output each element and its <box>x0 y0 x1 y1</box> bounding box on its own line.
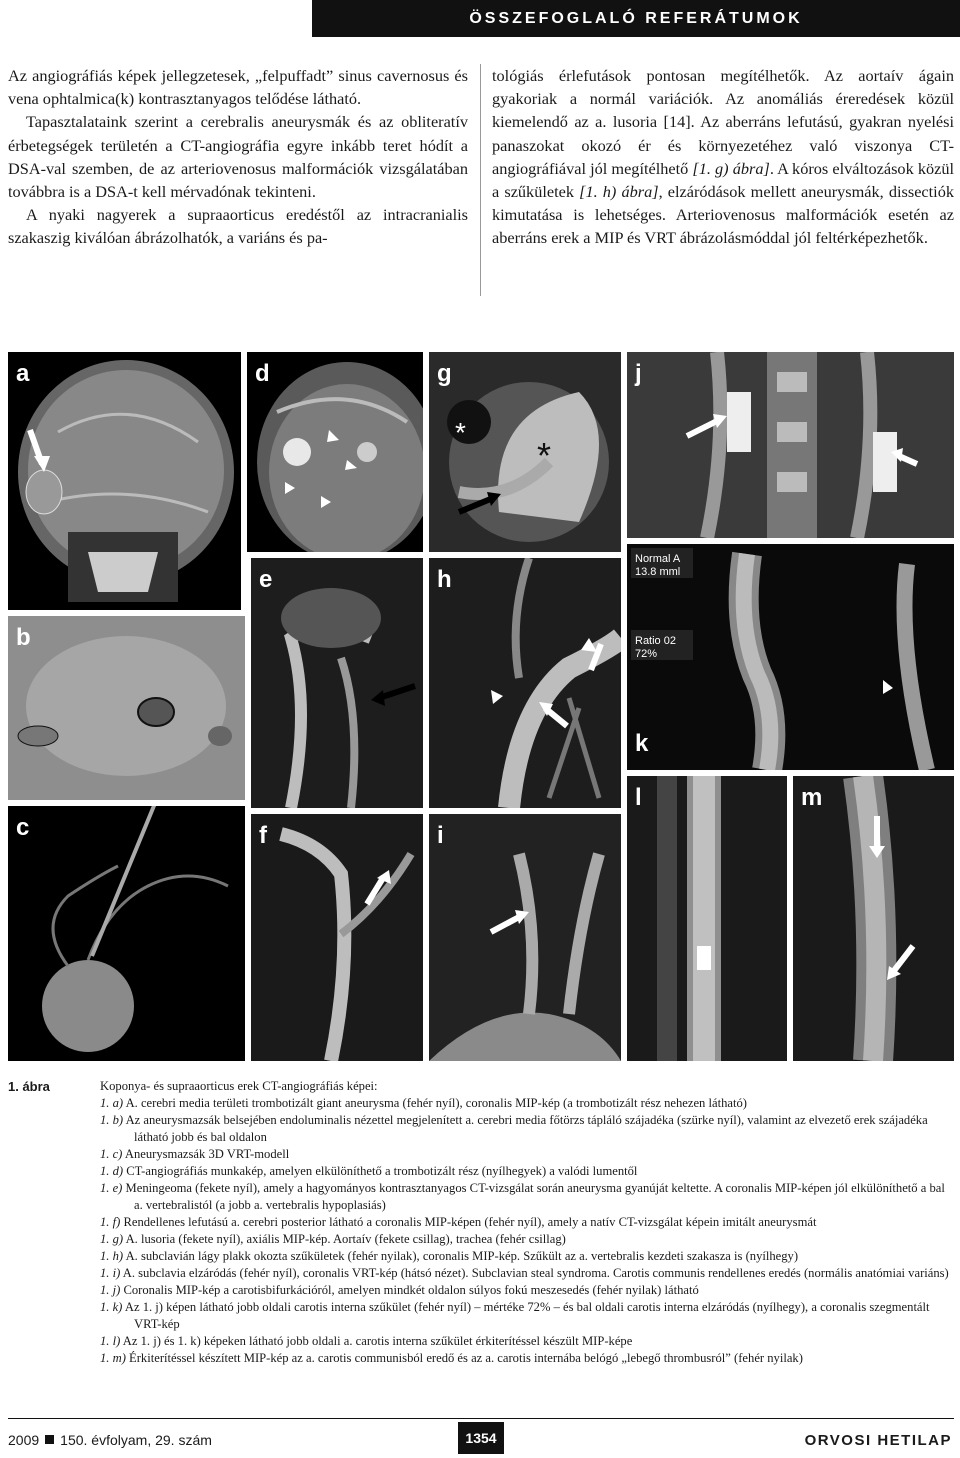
caption-text: Coronalis MIP-kép a carotisbifurkációról, amelyen mindkét oldalon súlyos fokú meszesedés (fehér nyilak) látható <box>123 1283 699 1297</box>
footer-rule <box>8 1418 954 1419</box>
ct-image-g <box>429 352 621 552</box>
caption-item <box>100 1095 956 1112</box>
panel-label: e <box>259 566 273 593</box>
paragraph: Az angiográfiás képek jellegzetesek, „felpuffadt” sinus cavernosus és vena ophtalmica(k) kontrasztanyagos telődése látható. <box>8 66 468 109</box>
caption-item <box>100 1112 956 1146</box>
ct-image-a <box>8 352 241 610</box>
panel-label: d <box>255 360 270 387</box>
figure-1 <box>8 352 954 1061</box>
svg-text:*: * <box>455 417 466 448</box>
panel-j <box>627 352 954 538</box>
caption-text: Rendellenes lefutású a. cerebri posterior látható a coronalis MIP-képen (fehér nyíl), amely a natív CT-vizsgálat képein imitált aneurysmát <box>123 1215 817 1229</box>
caption-item <box>100 1265 956 1282</box>
ct-image-d <box>247 352 423 552</box>
panel-b <box>8 616 245 800</box>
caption-ref: 1. h) <box>100 1249 124 1263</box>
panel-label: j <box>635 360 642 387</box>
panel-m <box>793 776 954 1061</box>
ct-image-j <box>627 352 954 538</box>
caption-item <box>100 1299 956 1333</box>
caption-text: Az aneurysmazsák belsejében endoluminalis nézettel megjelenített a. cerebri media főtörzs tápláló szájadéka (szürke nyíl), valamint az elvezető erek szájadéka látható jobb és bal oldalon <box>125 1113 928 1144</box>
footer-volume: 150. évfolyam, 29. szám <box>60 1432 212 1448</box>
caption-text: A. subclavia elzáródás (fehér nyíl), coronalis VRT-kép (hátsó nézet). Subclavian steal syndroma. Carotis communis rendellenes eredés (normális anatómiai variáns) <box>122 1266 949 1280</box>
page-number: 1354 <box>458 1422 504 1454</box>
panel-e <box>251 558 423 808</box>
text-run: tológiás érlefutások pontosan megítélhetők. Az aortaív ágain gyakoriak a normál variációk. Az anomáliás éreredések közül kiemelendő az a. lusoria [14]. Az aberráns lefutású, gyakran nyelési panaszokat okozó ér és környezetéhez való viszonya CT-angiográfiával jól megítélhető <box>492 66 954 178</box>
text-run: , elzáródások mellett aneurysmák, dissectiók kimutatása is lehetséges. Arteriovenosus malformációk esetén az aberráns erek a MIP és VRT ábrázolásmóddal jól feltérképezhetők. <box>492 182 954 248</box>
caption-ref: 1. m) <box>100 1351 126 1365</box>
panel-label: h <box>437 566 452 593</box>
caption-ref: 1. l) <box>100 1334 121 1348</box>
paragraph <box>492 64 954 250</box>
caption-ref: 1. d) <box>100 1164 124 1178</box>
ct-image-f <box>251 814 423 1061</box>
caption-item <box>100 1231 956 1248</box>
caption-item <box>100 1333 956 1350</box>
caption-text: Az 1. j) képen látható jobb oldali carotis interna szűkület (fehér nyíl) – mértéke 72% – és bal oldali carotis interna elzáródás (nyílhegy), a coronalis szegmentált VRT-kép <box>124 1300 930 1331</box>
panel-g <box>429 352 621 552</box>
footer-year: 2009 <box>8 1432 40 1448</box>
text-run: . A kóros elváltozások közül a szűkületek <box>492 158 954 202</box>
overlay-normal-value: 13.8 mml <box>635 566 681 578</box>
section-header: ÖSSZEFOGLALÓ REFERÁTUMOK <box>312 0 960 37</box>
panel-label: l <box>635 784 642 811</box>
overlay-ratio-label: Ratio 02 <box>635 635 676 647</box>
panel-i <box>429 814 621 1061</box>
svg-text:*: * <box>537 435 552 476</box>
caption-text: A. lusoria (fekete nyíl), axiális MIP-kép. Aortaív (fekete csillag), trachea (fehér csillag) <box>125 1232 566 1246</box>
panel-d <box>247 352 423 552</box>
caption-text: A. subclavián lágy plakk okozta szűkületek (fehér nyilak), coronalis MIP-kép. Szűkült az a. vertebralis kezdeti szakasza is (nyílhegy) <box>125 1249 799 1263</box>
figure-reference: [1. g) ábra] <box>692 158 770 178</box>
ct-image-k <box>627 544 954 770</box>
panel-label: i <box>437 822 444 849</box>
panel-h <box>429 558 621 808</box>
overlay-ratio-value: 72% <box>635 648 658 660</box>
overlay-normal-label: Normal A <box>635 553 681 565</box>
caption-ref: 1. f) <box>100 1215 121 1229</box>
panel-label: b <box>16 624 31 651</box>
panel-label: a <box>16 360 30 387</box>
caption-item <box>100 1350 956 1367</box>
right-column <box>492 64 954 250</box>
ct-image-c <box>8 806 245 1061</box>
caption-text: A. cerebri media területi trombotizált giant aneurysma (fehér nyíl), coronalis MIP-kép (a trombotizált rész nehezen látható) <box>125 1096 747 1110</box>
panel-c <box>8 806 245 1061</box>
ct-image-i <box>429 814 621 1061</box>
caption-text: Érkiterítéssel készített MIP-kép az a. carotis communisból eredő és az a. carotis internába belógó „lebegő thrombusról” (fehér nyilak) <box>129 1351 803 1365</box>
caption-item <box>100 1146 956 1163</box>
ct-image-b <box>8 616 245 800</box>
caption-ref: 1. c) <box>100 1147 123 1161</box>
panel-label: k <box>635 730 649 757</box>
caption-text: CT-angiográfiás munkakép, amelyen elkülöníthető a trombotizált rész (nyílhegyek) a valódi lumentől <box>126 1164 638 1178</box>
column-divider <box>480 64 481 296</box>
ct-image-h <box>429 558 621 808</box>
caption-ref: 1. e) <box>100 1181 123 1195</box>
caption-item <box>100 1180 956 1214</box>
ct-image-m <box>793 776 954 1061</box>
caption-text: Meningeoma (fekete nyíl), amely a hagyományos kontrasztanyagos CT-vizsgálat során aneurysma gyanúját keltette. A coronalis MIP-képen jól elkülöníthető a bal a. vertebralistól (a jobb a. vertebralis hypoplasiás) <box>125 1181 945 1212</box>
ct-image-e <box>251 558 423 808</box>
caption-ref: 1. g) <box>100 1232 124 1246</box>
ct-image-l <box>627 776 787 1061</box>
caption-ref: 1. b) <box>100 1113 124 1127</box>
panel-a <box>8 352 241 610</box>
caption-item <box>100 1282 956 1299</box>
caption-item <box>100 1214 956 1231</box>
caption-ref: 1. i) <box>100 1266 121 1280</box>
paragraph: Tapasztalataink szerint a cerebralis aneurysmák és az obliteratív érbetegségek területén a CT-angiográfia egyre inkább teret hódít a DSA-val szemben, de az arteriovenosus malformációk vizsgálatában továbbra is a DSA-t kell mérvadónak tekinteni. <box>8 112 468 202</box>
panel-label: c <box>16 814 30 841</box>
caption-ref: 1. j) <box>100 1283 121 1297</box>
caption-item <box>100 1163 956 1180</box>
panel-k <box>627 544 954 770</box>
panel-label: f <box>259 822 267 849</box>
panel-label: g <box>437 360 452 387</box>
caption-item <box>100 1248 956 1265</box>
panel-f <box>251 814 423 1061</box>
caption-label: 1. ábra <box>8 1079 50 1094</box>
caption-text: Aneurysmazsák 3D VRT-modell <box>124 1147 290 1161</box>
figure-reference: [1. h) ábra] <box>579 182 659 202</box>
caption-list <box>100 1095 956 1367</box>
panel-label: m <box>801 784 823 811</box>
journal-name: ORVOSI HETILAP <box>804 1432 952 1449</box>
caption-text: Az 1. j) és 1. k) képeken látható jobb oldali a. carotis interna szűkület érkiterítéssel készült MIP-képe <box>122 1334 633 1348</box>
caption-title: Koponya- és supraaorticus erek CT-angiográfiás képei: <box>100 1079 378 1093</box>
panel-l <box>627 776 787 1061</box>
square-bullet-icon <box>45 1435 54 1444</box>
paragraph: A nyaki nagyerek a supraaorticus eredéstől az intracranialis szakaszig kiválóan ábrázolhatók, a variáns és pa- <box>8 205 468 248</box>
caption-ref: 1. a) <box>100 1096 124 1110</box>
left-column <box>8 64 468 250</box>
footer-issue <box>8 1432 212 1448</box>
caption-ref: 1. k) <box>100 1300 123 1314</box>
